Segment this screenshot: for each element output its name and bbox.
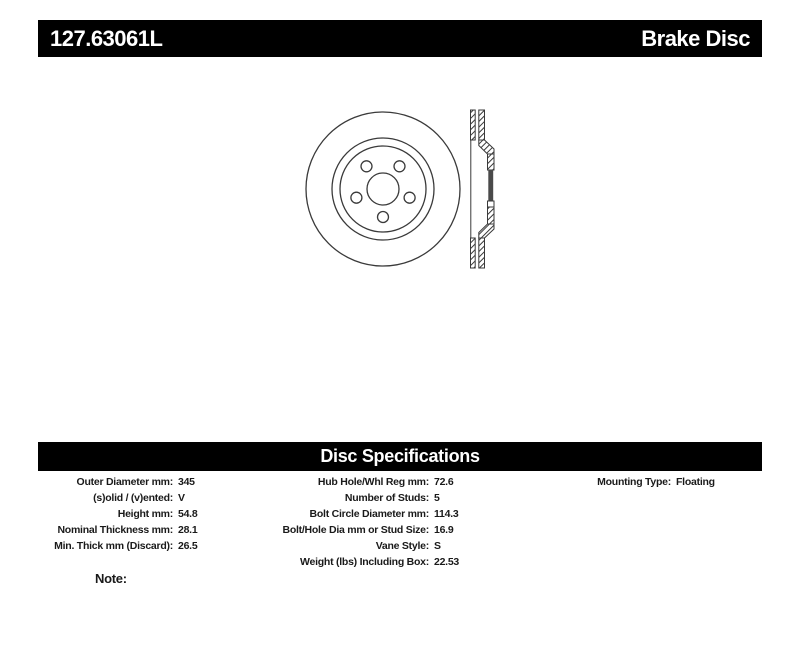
section-plate bbox=[471, 238, 476, 268]
spec-row-vane-style bbox=[277, 538, 523, 554]
spec-row-hub-hole bbox=[277, 474, 523, 490]
brake-disc-cross-section bbox=[471, 110, 495, 268]
section-hub-face bbox=[488, 207, 495, 224]
stud-hole bbox=[394, 161, 405, 172]
specs-column-mounting bbox=[523, 474, 762, 570]
spec-value: 28.1 bbox=[178, 524, 198, 536]
spec-row-outer-diameter bbox=[38, 474, 277, 490]
spec-row-mounting-type bbox=[523, 474, 762, 490]
spec-value: 114.3 bbox=[434, 508, 459, 520]
spec-value: 16.9 bbox=[434, 524, 454, 536]
friction-surface-inner-edge bbox=[332, 138, 434, 240]
section-shoulder bbox=[479, 140, 494, 154]
spec-value: 26.5 bbox=[178, 540, 198, 552]
brake-disc-technical-drawing bbox=[285, 93, 515, 288]
spec-label: Outer Diameter mm: bbox=[76, 476, 173, 488]
spec-label: Hub Hole/Whl Reg mm: bbox=[317, 476, 429, 488]
spec-row-bolt-circle-diameter bbox=[277, 506, 523, 522]
spec-value: 72.6 bbox=[434, 476, 454, 488]
spec-value: 345 bbox=[178, 476, 195, 488]
brake-disc-front-view bbox=[306, 112, 460, 266]
hub-ring bbox=[340, 146, 426, 232]
specs-column-dimensions bbox=[38, 474, 277, 570]
stud-hole bbox=[351, 192, 362, 203]
spec-label: (s)olid / (v)ented: bbox=[93, 492, 173, 504]
note-label: Note: bbox=[95, 571, 127, 586]
spec-row-nominal-thickness bbox=[38, 522, 277, 538]
spec-label: Nominal Thickness mm: bbox=[57, 524, 173, 536]
spec-row-height bbox=[38, 506, 277, 522]
spec-value: 22.53 bbox=[434, 556, 460, 568]
spec-value: V bbox=[178, 492, 185, 504]
specs-table bbox=[38, 474, 762, 570]
disc-specifications-bar bbox=[38, 442, 762, 471]
stud-hole bbox=[378, 212, 389, 223]
spec-row-solid-vented bbox=[38, 490, 277, 506]
spec-value: 5 bbox=[434, 492, 440, 504]
spec-row-min-thickness bbox=[38, 538, 277, 554]
spec-label: Height mm: bbox=[117, 508, 173, 520]
disc-specifications-title: Disc Specifications bbox=[320, 446, 480, 466]
spec-row-bolt-hole-dia bbox=[277, 522, 523, 538]
header-bar bbox=[38, 20, 762, 57]
spec-value: S bbox=[434, 540, 441, 552]
stud-hole bbox=[404, 192, 415, 203]
spec-label: Weight (lbs) Including Box: bbox=[300, 556, 429, 568]
spec-label: Mounting Type: bbox=[597, 476, 671, 488]
spec-row-number-of-studs bbox=[277, 490, 523, 506]
spec-label: Bolt Circle Diameter mm: bbox=[309, 508, 429, 520]
product-title: Brake Disc bbox=[641, 25, 750, 51]
spec-row-weight bbox=[277, 554, 523, 570]
disc-outer-edge bbox=[306, 112, 460, 266]
stud-hole bbox=[361, 161, 372, 172]
center-hole bbox=[367, 173, 399, 205]
section-plate bbox=[479, 238, 485, 268]
section-plate bbox=[479, 110, 485, 140]
section-hub-face-dark bbox=[488, 170, 493, 201]
section-hub-face bbox=[488, 154, 495, 170]
spec-label: Bolt/Hole Dia mm or Stud Size: bbox=[282, 524, 429, 536]
section-shoulder bbox=[479, 224, 494, 238]
spec-label: Vane Style: bbox=[375, 540, 429, 552]
spec-label: Min. Thick mm (Discard): bbox=[54, 540, 173, 552]
spec-value: 54.8 bbox=[178, 508, 198, 520]
part-number: 127.63061L bbox=[50, 25, 163, 51]
spec-label: Number of Studs: bbox=[344, 492, 429, 504]
section-plate bbox=[471, 110, 476, 140]
section-stud-hole-gap bbox=[488, 201, 495, 207]
specs-column-hub bbox=[277, 474, 523, 570]
spec-value: Floating bbox=[676, 476, 715, 488]
